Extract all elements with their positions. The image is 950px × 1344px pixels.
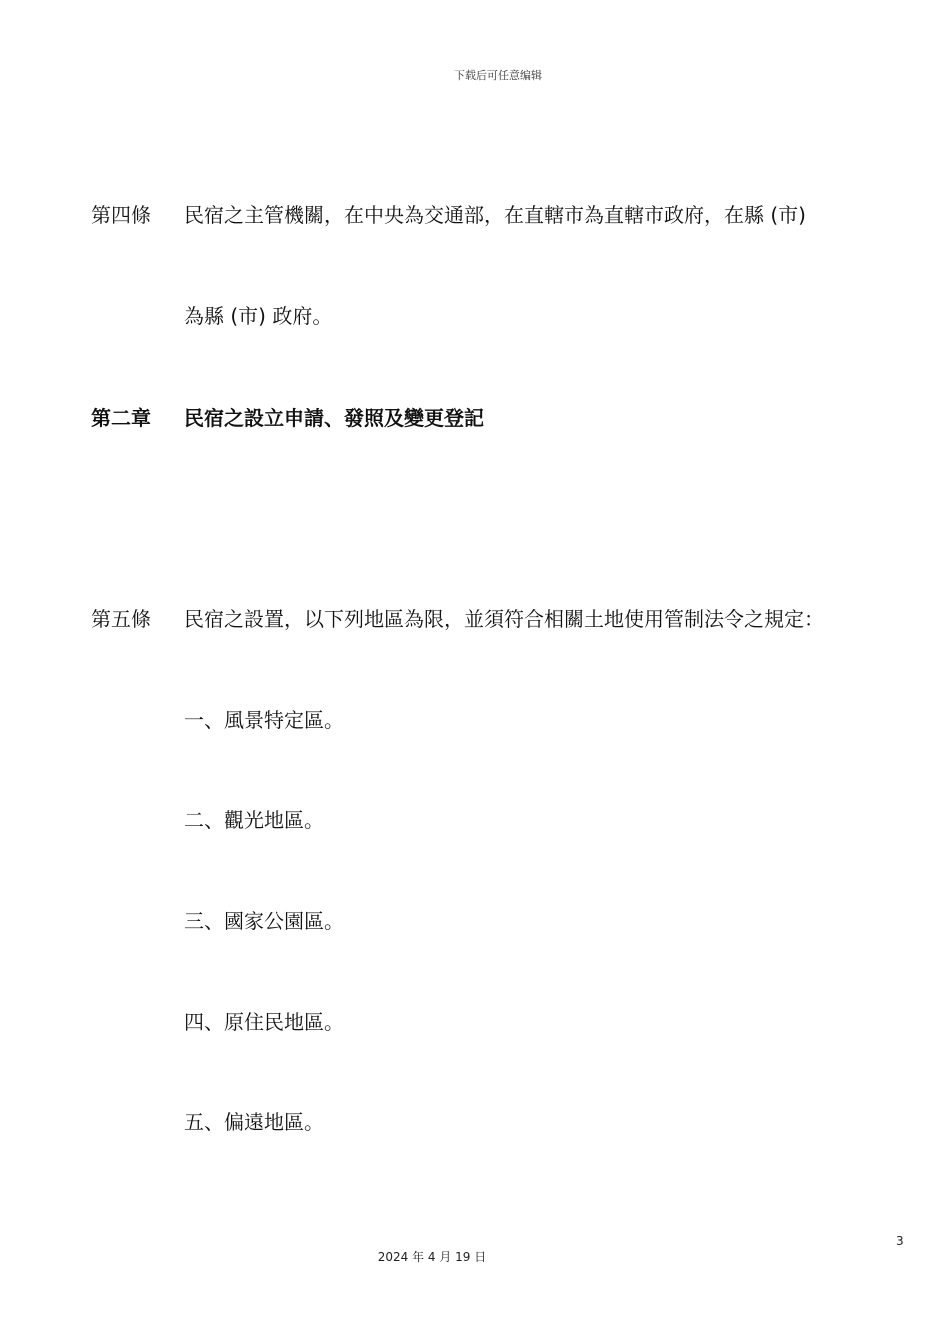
page-number: 3 <box>896 1234 904 1248</box>
chapter-2-label: 第二章 <box>91 406 151 430</box>
article-5-item-1: 一、風景特定區。 <box>184 708 344 732</box>
chapter-2-title: 民宿之設立申請、發照及變更登記 <box>184 406 484 430</box>
article-5-item-5: 五、偏遠地區。 <box>184 1110 324 1134</box>
article-4-line-2: 為縣 (市) 政府。 <box>184 304 333 328</box>
article-5-item-2: 二、觀光地區。 <box>184 808 324 832</box>
article-5-item-4: 四、原住民地區。 <box>184 1010 344 1034</box>
footer-date: 2024 年 4 月 19 日 <box>377 1250 487 1264</box>
article-4-label: 第四條 <box>91 203 151 227</box>
page-header: 下载后可任意编辑 <box>454 69 542 82</box>
article-5-line-1: 民宿之設置，以下列地區為限，並須符合相關土地使用管制法令之規定： <box>184 607 824 631</box>
article-4-line-1: 民宿之主管機關，在中央為交通部，在直轄市為直轄市政府，在縣 (市) <box>184 203 806 227</box>
article-5-label: 第五條 <box>91 607 151 631</box>
article-5-item-3: 三、國家公園區。 <box>184 909 344 933</box>
